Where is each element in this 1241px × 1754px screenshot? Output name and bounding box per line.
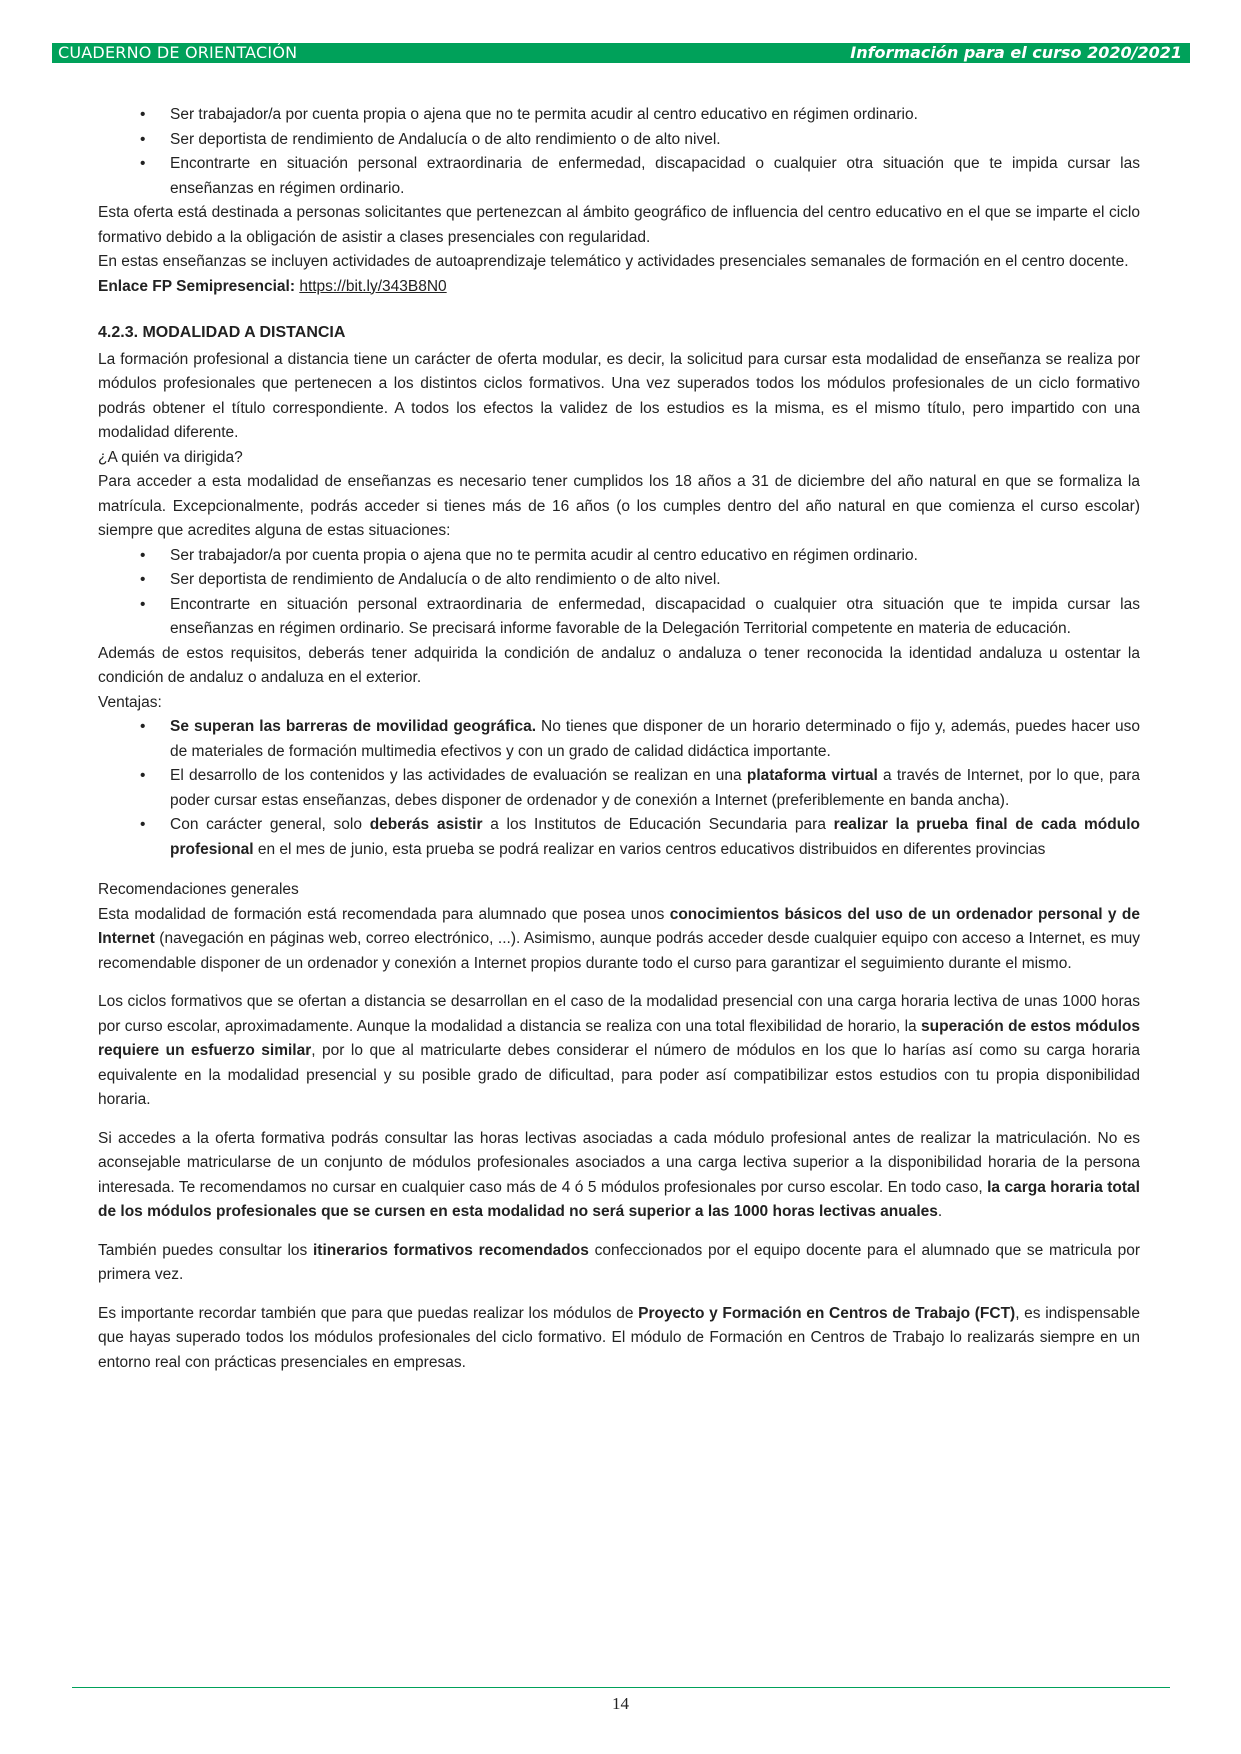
paragraph-acceso: Para acceder a esta modalidad de enseñanzas es necesario tener cumplidos los 18 años a 31 de diciembre del año natural en que se formaliza la matrícula. Excepcionalmente, podrás acceder si tienes más de 16 años (o los cumples dentro del año natural en que comienza el curso escolar) siempre que acredites alguna de estas situaciones: bbox=[98, 473, 1140, 539]
list-item: • Ser deportista de rendimiento de Andalucía o de alto rendimiento o de alto nivel. bbox=[140, 568, 1140, 593]
header-title: CUADERNO DE ORIENTACIÓN bbox=[58, 43, 298, 62]
ventajas-label: Ventajas: bbox=[98, 693, 162, 711]
enlace-line bbox=[98, 275, 1140, 300]
header-course: Información para el curso 2020/2021 bbox=[850, 43, 1182, 62]
paragraph-rec1: Esta modalidad de formación está recomendada para alumnado que posea unos conocimientos básicos del uso de un ordenador personal y de Internet (navegación en páginas web, correo electrónico, ...). Asimismo, aunque podrás acceder desde cualquier equipo con acceso a Internet, es muy recomendable disponer de un ordenador y conexión a Internet propios durante todo el curso para garantizar el seguimiento durante el mismo. bbox=[98, 905, 1140, 972]
list-item: • Se superan las barreras de movilidad geográfica. No tienes que disponer de un horario determinado o fijo y, además, puedes hacer uso de materiales de formación multimedia efectivos y con un grado de calidad didáctica importante. bbox=[140, 715, 1140, 764]
list-item: • Ser trabajador/a por cuenta propia o ajena que no te permita acudir al centro educativo en régimen ordinario. bbox=[140, 544, 1140, 569]
paragraph-intro: La formación profesional a distancia tiene un carácter de oferta modular, es decir, la solicitud para cursar esta modalidad de enseñanza se realiza por módulos profesionales que pertenecen a los distintos ciclos formativos. Una vez superados todos los módulos profesionales de un ciclo formativo podrás obtener el título correspondiente. A todos los efectos la validez de los estudios es la misma, es el mismo título, pero impartido con una modalidad diferente. bbox=[98, 350, 1140, 441]
paragraph-rec2: Los ciclos formativos que se ofertan a distancia se desarrollan en el caso de la modalidad presencial con una carga horaria lectiva de unas 1000 horas por curso escolar, aproximadamente. Aunque la modalidad a distancia se realiza con una total flexibilidad de horario, la superación de estos módulos requiere un esfuerzo similar, por lo que al matricularte debes considerar el número de módulos en los que lo harías así como su carga horaria equivalente en la modalidad presencial y su posible grado de dificultad, para poder así compatibilizar estos estudios con tu propia disponibilidad horaria. bbox=[98, 993, 1140, 1108]
footer-divider bbox=[72, 1687, 1170, 1688]
paragraph-requisitos: Además de estos requisitos, deberás tener adquirida la condición de andaluz o andaluza o tener reconocida la identidad andaluza u ostentar la condición de andaluz o andaluza en el exterior. bbox=[98, 644, 1140, 686]
paragraph-rec3: Si accedes a la oferta formativa podrás consultar las horas lectivas asociadas a cada módulo profesional antes de realizar la matriculación. No es aconsejable matricularse de un conjunto de módulos profesionales asociados a una carga lectiva superior a la disponibilidad horaria de la persona interesada. Te recomendamos no cursar en cualquier caso más de 4 ó 5 módulos profesionales por curso escolar. En todo caso, la carga horaria total de los módulos profesionales que se cursen en esta modalidad no será superior a las 1000 horas lectivas anuales. bbox=[98, 1129, 1140, 1220]
paragraph-rec4: También puedes consultar los itinerarios formativos recomendados confeccionados por el equipo docente para el alumnado que se matricula por primera vez. bbox=[98, 1241, 1140, 1283]
ventajas-list bbox=[98, 715, 1140, 862]
requirements-list-distancia bbox=[98, 544, 1140, 642]
list-item: • Encontrarte en situación personal extraordinaria de enfermedad, discapacidad o cualquier otra situación que te impida cursar las enseñanzas en régimen ordinario. Se precisará informe favorable de la Delegación Territorial competente en materia de educación. bbox=[140, 593, 1140, 642]
requirements-list-semipresencial bbox=[98, 103, 1140, 201]
section-title: 4.2.3. MODALIDAD A DISTANCIA bbox=[98, 324, 346, 341]
paragraph-oferta: Esta oferta está destinada a personas solicitantes que pertenezcan al ámbito geográfico de influencia del centro educativo en el que se imparte el ciclo formativo debido a la obligación de asistir a clases presenciales con regularidad. bbox=[98, 204, 1140, 246]
recomendaciones-label: Recomendaciones generales bbox=[98, 881, 299, 898]
paragraph-actividades: En estas enseñanzas se incluyen actividades de autoaprendizaje telemático y actividades presenciales semanales de formación en el centro docente. bbox=[98, 253, 1129, 270]
list-item: • Encontrarte en situación personal extraordinaria de enfermedad, discapacidad o cualquier otra situación que te impida cursar las enseñanzas en régimen ordinario. bbox=[140, 152, 1140, 201]
enlace-label: Enlace FP Semipresencial: bbox=[98, 277, 296, 295]
enlace-link[interactable]: https://bit.ly/343B8N0 bbox=[299, 277, 447, 295]
page-number: 14 bbox=[612, 1694, 629, 1713]
list-item: • Ser trabajador/a por cuenta propia o ajena que no te permita acudir al centro educativo en régimen ordinario. bbox=[140, 103, 1140, 128]
page-content bbox=[98, 103, 1140, 1375]
list-item: • El desarrollo de los contenidos y las actividades de evaluación se realizan en una plataforma virtual a través de Internet, por lo que, para poder cursar estas enseñanzas, debes disponer de ordenador y de conexión a Internet (preferiblemente en banda ancha). bbox=[140, 764, 1140, 813]
list-item: • Con carácter general, solo deberás asistir a los Institutos de Educación Secundaria para realizar la prueba final de cada módulo profesional en el mes de junio, esta prueba se podrá realizar en varios centros educativos distribuidos en diferentes provincias bbox=[140, 813, 1140, 862]
question-heading: ¿A quién va dirigida? bbox=[98, 448, 243, 466]
page-header bbox=[52, 43, 1190, 63]
list-item: • Ser deportista de rendimiento de Andalucía o de alto rendimiento o de alto nivel. bbox=[140, 128, 1140, 153]
paragraph-rec5: Es importante recordar también que para que puedas realizar los módulos de Proyecto y Formación en Centros de Trabajo (FCT), es indispensable que hayas superado todos los módulos profesionales del ciclo formativo. El módulo de Formación en Centros de Trabajo lo realizarás siempre en un entorno real con prácticas presenciales en empresas. bbox=[98, 1304, 1140, 1371]
